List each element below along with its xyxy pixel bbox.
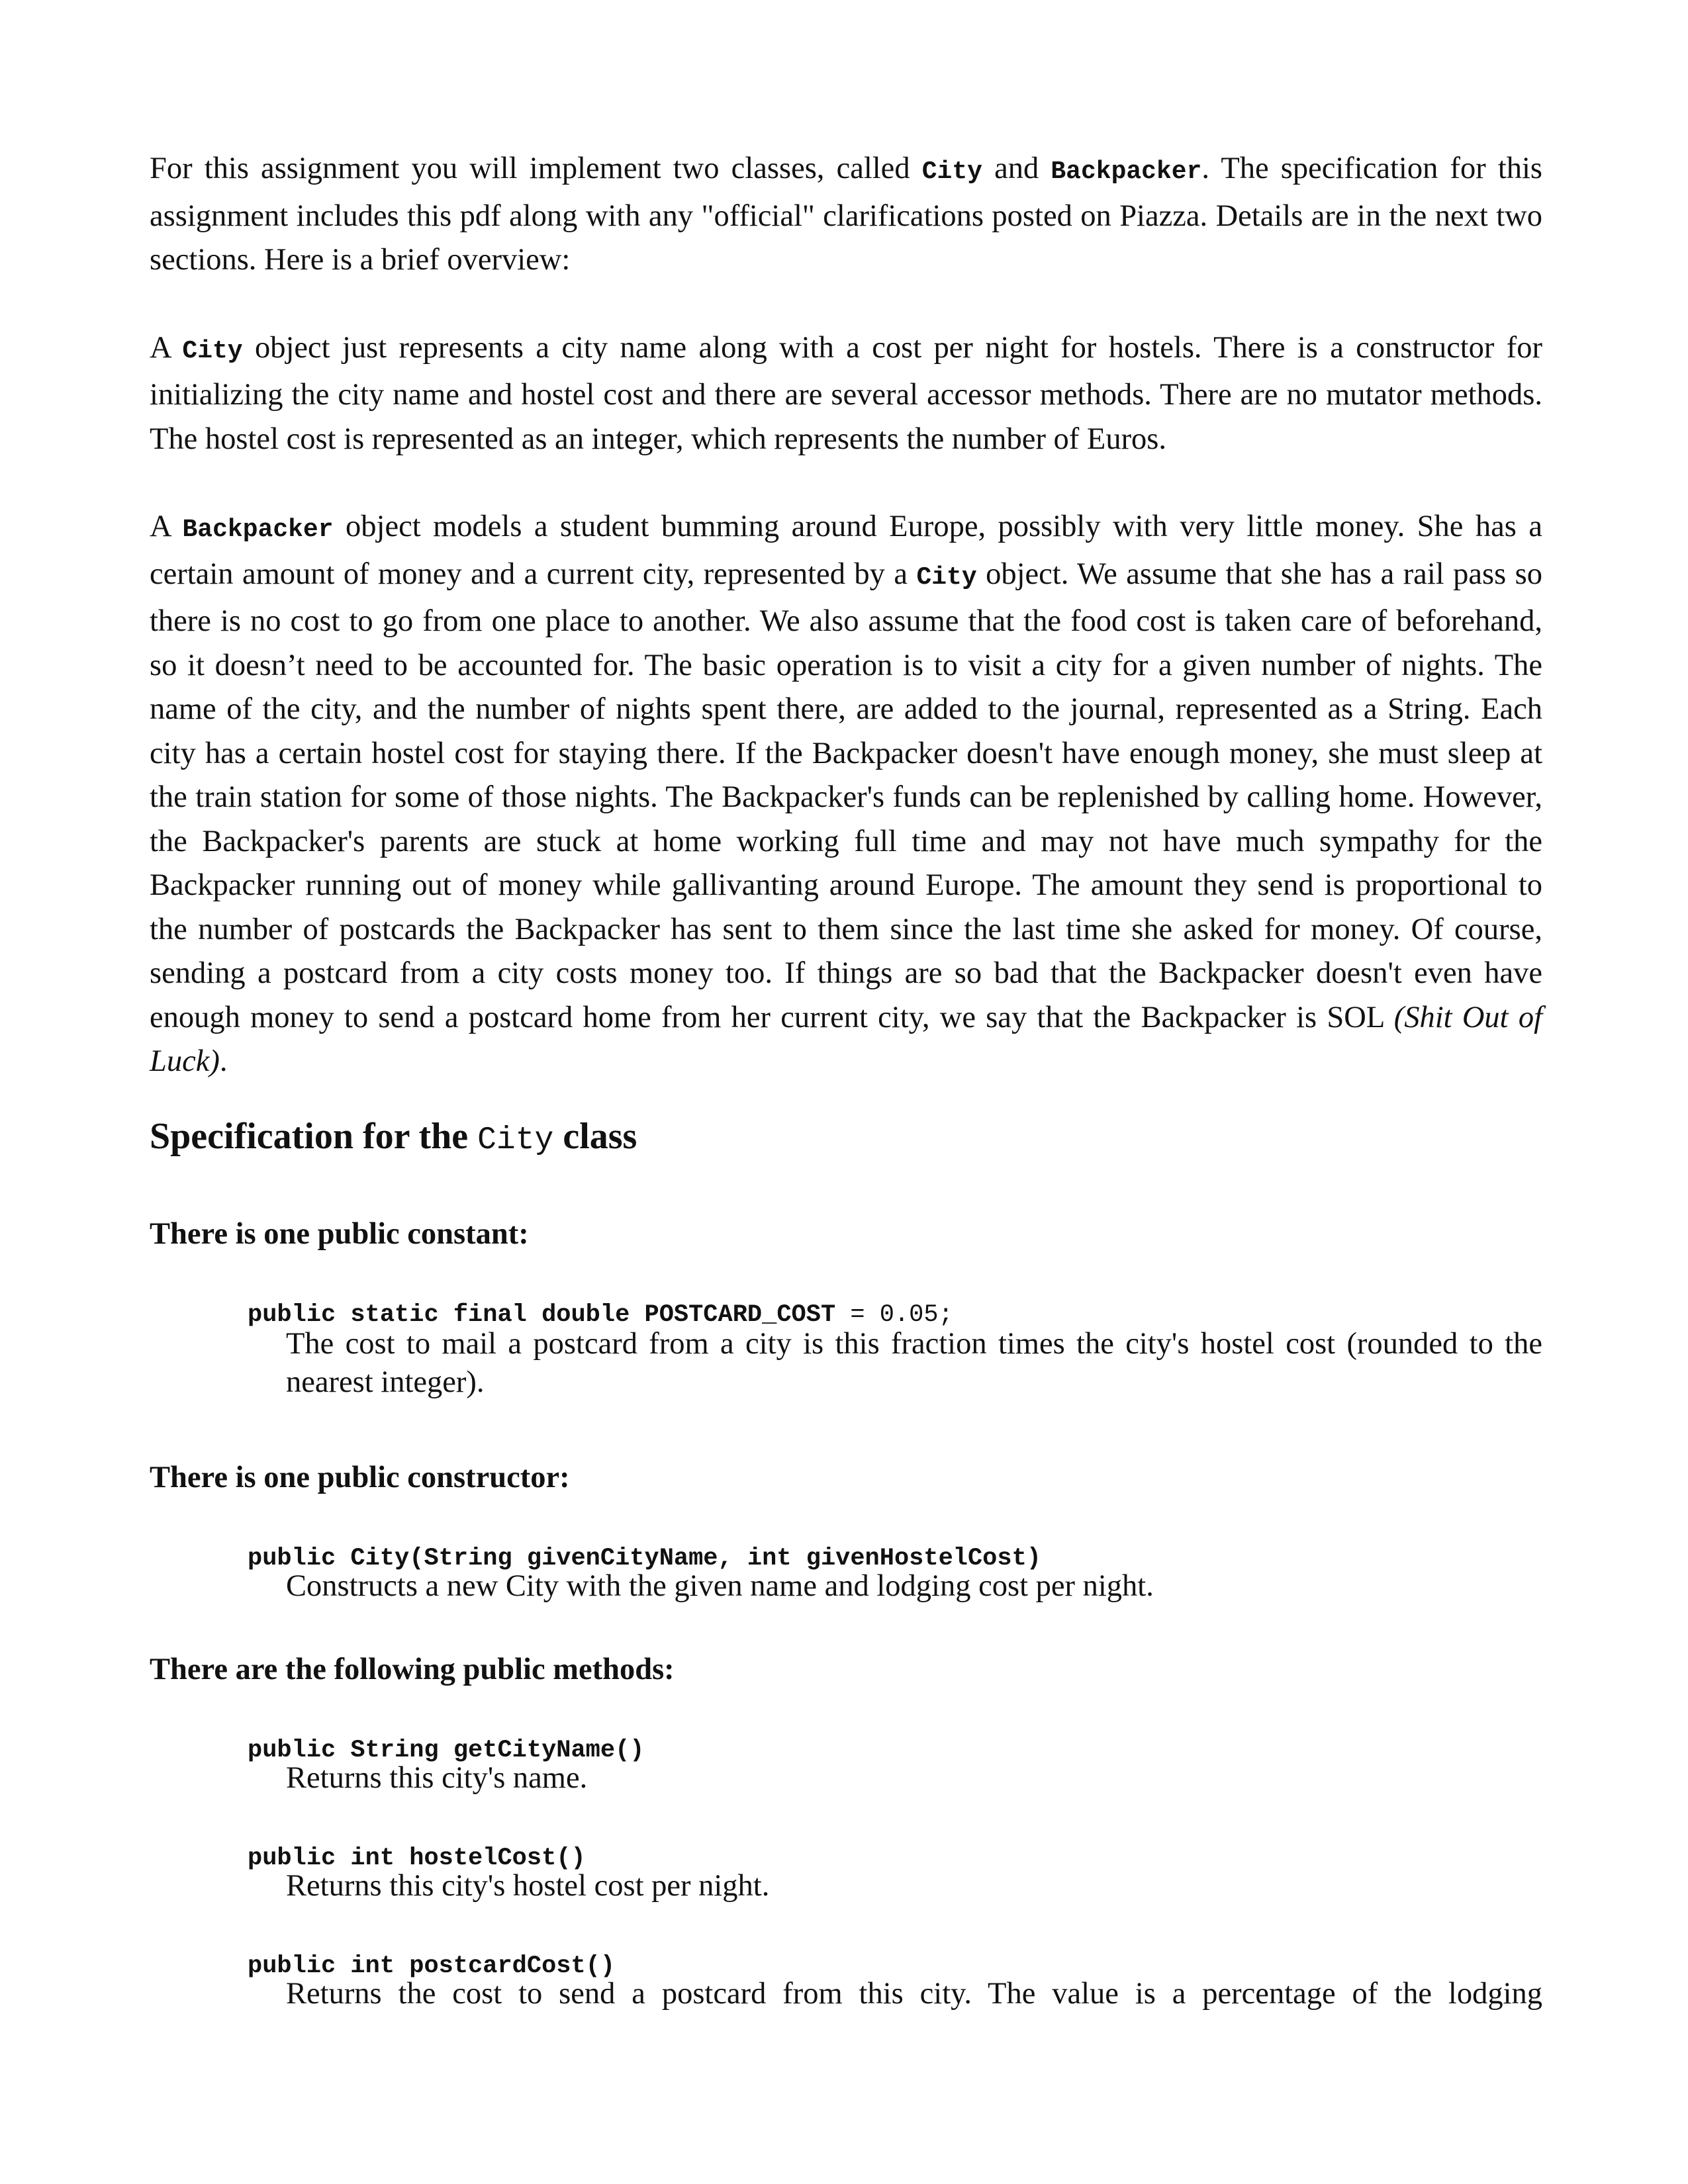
method-signature: public int hostelCost() [248,1844,586,1872]
code-backpacker: Backpacker [182,516,334,544]
intro-paragraph-3: A Backpacker object models a student bumming around Europe, possibly with very little money. She has a certain amount of money and a current city, represented by a City object. We assume that she has a rail pass so there is no cost to go from one place to another. We also assume that the food cost is taken care of beforehand, so it doesn’t need to be accounted for. The basic operation is to visit a city for a given number of nights. The name of the city, and the number of nights spent there, are added to the journal, represented as a String. Each city has a certain hostel cost for staying there. If the Backpacker doesn't have enough money, she must sleep at the train station for some of those nights. The Backpacker's funds can be replenished by calling home. However, the Backpacker's parents are stuck at home working full time and may not have much sympathy for the Backpacker running out of money while gallivanting around Europe. The amount they send is proportional to the number of postcards the Backpacker has sent to them since the last time she asked for money. Of course, sending a postcard from a city costs money too. If things are so bad that the Backpacker doesn't even have enough money to send a postcard home from her current city, we say that the Backpacker is SOL (Shit Out of Luck). [150,510,1543,1078]
code-city: City [921,158,982,186]
method-description: Returns the cost to send a postcard from this city. The value is a percentage of the lodging [286,1977,1542,2011]
code-city: City [182,336,243,365]
sol-expansion: (Shit Out of Luck) [150,1000,1542,1078]
constructor-description: Constructs a new City with the given name and lodging cost per night. [286,1569,1154,1603]
code-backpacker: Backpacker [1051,158,1202,186]
methods-heading: There are the following public methods: [150,1653,675,1686]
method-description: Returns this city's name. [286,1761,588,1795]
method-description: Returns this city's hostel cost per night. [286,1869,770,1903]
code-city: City [916,563,977,592]
intro-paragraph-1: For this assignment you will implement two classes, called City and Backpacker. The specification for this assignment includes this pdf along with any "official" clarifications posted on Piazza. Details are in the next two sections. Here is a brief overview: [150,152,1543,277]
intro-paragraph-2: A City object just represents a city name along with a cost per night for hostels. There is a constructor for initializing the city name and hostel cost and there are several accessor methods. There are no mutator methods. The hostel cost is represented as an integer, which represents the number of Euros. [150,330,1543,456]
constructor-heading: There is one public constructor: [150,1461,570,1494]
method-signature: public String getCityName() [248,1737,645,1764]
section-heading-city-spec: Specification for the City class [150,1116,637,1158]
constant-heading: There is one public constant: [150,1217,529,1251]
constant-description: The cost to mail a postcard from a city is this fraction times the city's hostel cost (rounded to the nearest integer). [286,1327,1542,1399]
document-page [150,147,1543,2011]
constant-signature: public static final double POSTCARD_COST = 0.05; [248,1301,953,1329]
method-signature: public int postcardCost() [248,1952,616,1980]
constructor-signature: public City(String givenCityName, int givenHostelCost) [248,1545,1041,1572]
